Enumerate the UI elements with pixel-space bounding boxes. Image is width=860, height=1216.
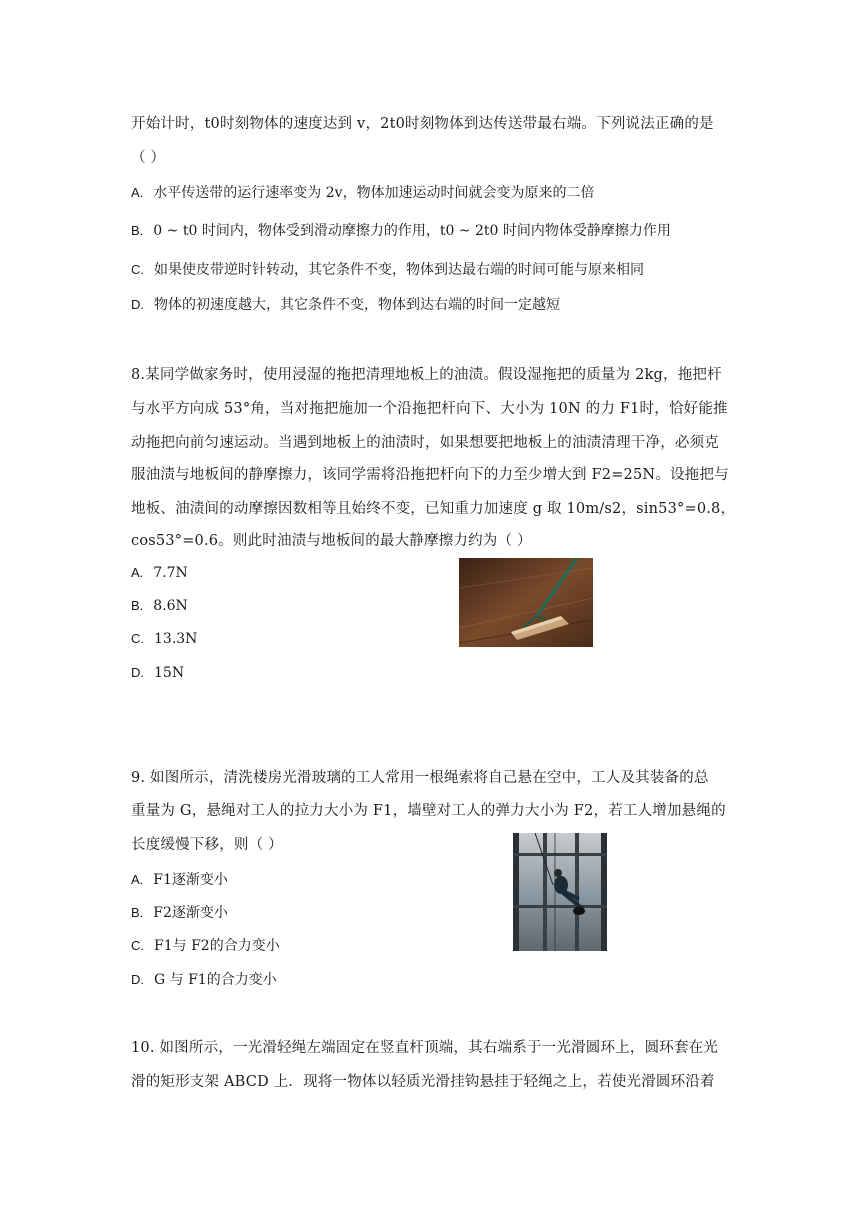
q8-option-c[interactable]: C. 13.3N xyxy=(131,631,198,647)
q8-option-b[interactable]: B. 8.6N xyxy=(131,598,188,614)
q7-option-b[interactable]: B. 0 ~ t0 时间内，物体受到滑动摩擦力的作用，t0 ~ 2t0 时间内物体受静摩擦力作用 xyxy=(131,223,671,239)
q8-option-a[interactable]: A. 7.7N xyxy=(131,565,188,581)
q7-stem-line-1: 开始计时，t0时刻物体的速度达到 v，2t0时刻物体到达传送带最右端。下列说法正确的是 xyxy=(131,116,714,132)
q8-stem-line-2: 与水平方向成 53°角，当对拖把施加一个沿拖把杆向下、大小为 10N 的力 F1时，恰好能推 xyxy=(131,401,728,417)
q8-stem-line-3: 动拖把向前匀速运动。当遇到地板上的油渍时，如果想要把地板上的油渍清理干净，必须克 xyxy=(131,435,719,451)
q8-stem-line-6: cos53°=0.6。则此时油渍与地板间的最大静摩擦力约为（ ） xyxy=(131,533,532,549)
window-cleaner-photo xyxy=(513,833,607,951)
q10-stem-line-2: 滑的矩形支架 ABCD 上．现将一物体以轻质光滑挂钩悬挂于轻绳之上，若使光滑圆环沿着 xyxy=(131,1074,715,1090)
q8-option-d[interactable]: D. 15N xyxy=(131,665,185,681)
q9-stem-line-2: 重量为 G，悬绳对工人的拉力大小为 F1，墙壁对工人的弹力大小为 F2，若工人增加悬绳的 xyxy=(131,803,726,819)
mop-photo xyxy=(459,558,593,647)
q9-option-b[interactable]: B. F2逐渐变小 xyxy=(131,905,228,921)
q9-option-a[interactable]: A. F1逐渐变小 xyxy=(131,872,228,888)
q9-option-c[interactable]: C. F1与 F2的合力变小 xyxy=(131,938,280,954)
q7-stem-line-2: （ ） xyxy=(131,150,166,166)
q9-stem-line-1: 9. 如图所示，清洗楼房光滑玻璃的工人常用一根绳索将自己悬在空中，工人及其装备的总 xyxy=(131,770,709,786)
q9-stem-line-3: 长度缓慢下移，则（ ） xyxy=(131,837,283,853)
q10-stem-line-1: 10. 如图所示，一光滑轻绳左端固定在竖直杆顶端，其右端系于一光滑圆环上，圆环套在光 xyxy=(131,1040,719,1056)
q8-stem-line-1: 8.某同学做家务时，使用浸湿的拖把清理地板上的油渍。假设湿拖把的质量为 2kg，拖把杆 xyxy=(131,367,722,383)
q8-stem-line-4: 服油渍与地板间的静摩擦力，该同学需将沿拖把杆向下的力至少增大到 F2=25N。设拖把与 xyxy=(131,467,729,483)
q8-stem-line-5: 地板、油渍间的动摩擦因数相等且始终不变，已知重力加速度 g 取 10m/s2，sin53°=0.8， xyxy=(131,501,736,517)
q7-option-c[interactable]: C. 如果使皮带逆时针转动，其它条件不变，物体到达最右端的时间可能与原来相同 xyxy=(131,262,644,278)
q7-option-a[interactable]: A. 水平传送带的运行速率变为 2v，物体加速运动时间就会变为原来的二倍 xyxy=(131,185,595,201)
q7-option-d[interactable]: D. 物体的初速度越大，其它条件不变，物体到达右端的时间一定越短 xyxy=(131,297,560,313)
q9-option-d[interactable]: D. G 与 F1的合力变小 xyxy=(131,972,277,988)
